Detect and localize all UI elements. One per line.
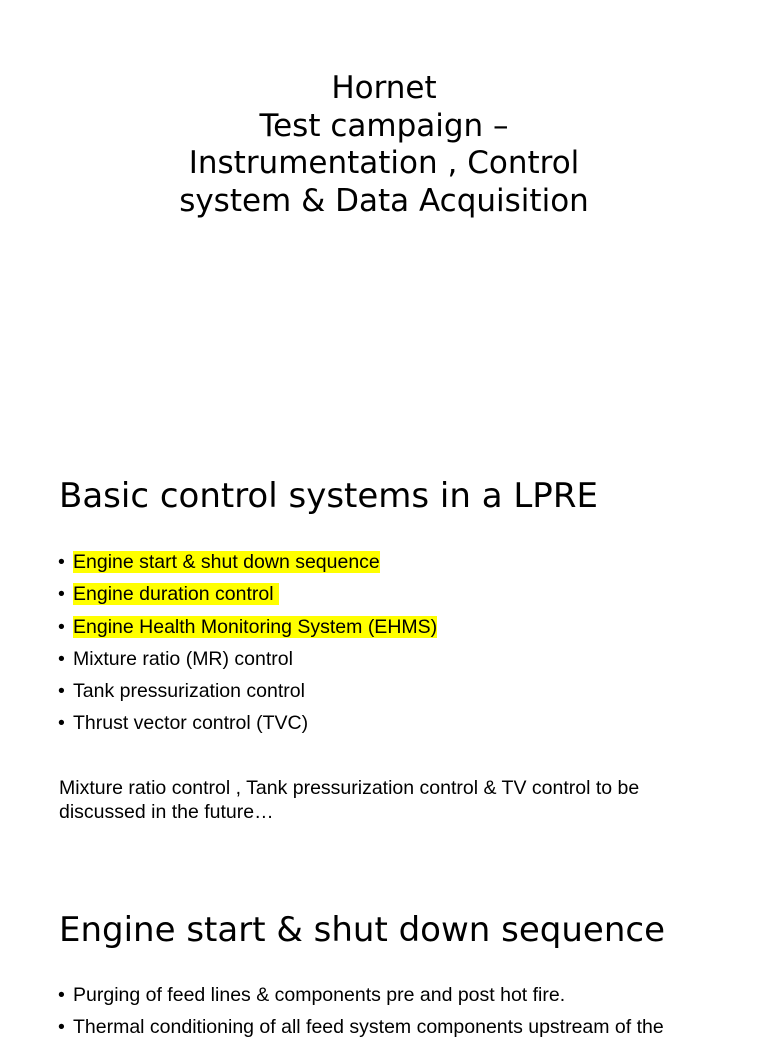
slide-heading-start-shutdown: Engine start & shut down sequence — [59, 910, 665, 950]
title-line: Hornet — [331, 70, 437, 106]
bullet-icon: • — [58, 615, 65, 638]
title-line: system & Data Acquisition — [179, 182, 589, 219]
bullet-list-control-systems — [58, 546, 437, 740]
list-item — [58, 707, 437, 739]
bullet-text: Thermal conditioning of all feed system components upstream of the — [73, 1016, 664, 1039]
list-item — [58, 546, 437, 578]
bullet-text: Engine duration control — [73, 583, 279, 606]
bullet-text: Engine Health Monitoring System (EHMS) — [73, 615, 438, 638]
bullet-icon: • — [58, 1016, 65, 1039]
discussion-note: Mixture ratio control , Tank pressurization control & TV control to be discussed in the future… — [59, 777, 640, 823]
bullet-icon: • — [58, 647, 65, 670]
title-slide — [0, 70, 768, 220]
title-line: Test campaign – — [259, 107, 509, 144]
list-item — [58, 979, 664, 1011]
bullet-icon: • — [58, 680, 65, 703]
title-line: Instrumentation , Control — [188, 145, 580, 181]
bullet-icon: • — [58, 551, 65, 573]
bullet-text: Purging of feed lines & components pre and post hot fire. — [73, 984, 566, 1006]
bullet-icon: • — [58, 583, 65, 606]
list-item — [58, 611, 437, 643]
bullet-list-start-shutdown — [58, 979, 664, 1044]
bullet-icon: • — [58, 984, 65, 1006]
slide-heading-basic-control: Basic control systems in a LPRE — [59, 476, 598, 516]
list-item — [58, 643, 437, 675]
bullet-text: Engine start & shut down sequence — [73, 551, 380, 573]
bullet-text: Mixture ratio (MR) control — [73, 647, 293, 670]
bullet-text: Tank pressurization control — [73, 680, 305, 703]
list-item — [58, 675, 437, 707]
bullet-icon: • — [58, 712, 65, 735]
list-item — [58, 1011, 664, 1043]
list-item — [58, 578, 437, 610]
bullet-text: Thrust vector control (TVC) — [73, 712, 309, 735]
